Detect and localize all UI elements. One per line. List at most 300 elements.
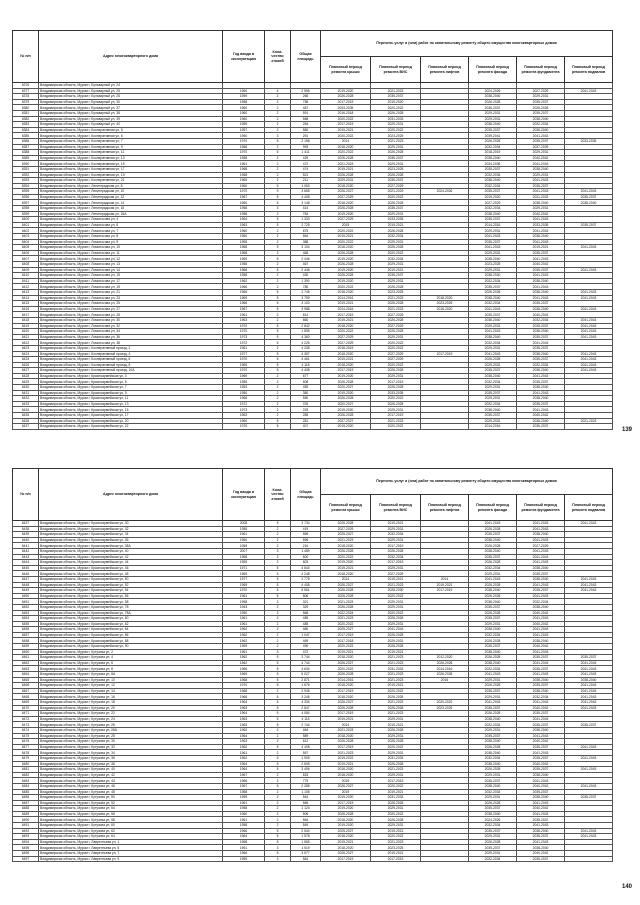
table-cell: 1961 xyxy=(223,161,265,167)
table-cell: 2020-2022 xyxy=(321,133,371,139)
table-cell: 6437 xyxy=(13,521,39,527)
table-cell: 2026-2028 xyxy=(371,401,421,407)
table-cell: 1958 xyxy=(223,250,265,256)
table-cell: 2041-2043 xyxy=(517,660,565,666)
table-cell: 2041-2043 xyxy=(565,688,613,694)
header-floors: Коли- чество этажей xyxy=(265,31,291,83)
table-cell: 2029-2031 xyxy=(371,604,421,610)
address-cell: Владимирская область, Муром г, Ломоносова ул, 10 xyxy=(39,245,223,251)
table-cell: 2041-2043 xyxy=(517,521,565,527)
table-cell: 1969 xyxy=(223,571,265,577)
address-cell: Владимирская область, Муром г, Красноармейская ул, 22 xyxy=(39,424,223,430)
table-cell: 2038-2040 xyxy=(469,537,517,543)
table-cell: 2026-2028 xyxy=(321,396,371,402)
table-cell: 2041-2043 xyxy=(517,800,565,806)
table-cell: 2041-2043 xyxy=(517,632,565,638)
address-cell: Владимирская область, Муром г, Красноармейская ул, 58 xyxy=(39,599,223,605)
table-cell: 2041-2043 xyxy=(565,362,613,368)
table-cell: 2038-2040 xyxy=(517,845,565,851)
table-cell: 2017-2019 xyxy=(321,744,371,750)
table-cell: 2041-2043 xyxy=(517,627,565,633)
table-cell: 2019-2021 xyxy=(371,828,421,834)
address-cell: Владимирская область, Муром г, Красноармейская ул, 20 xyxy=(39,418,223,424)
address-cell: Владимирская область, Муром г, Ломоносова ул, 4 xyxy=(39,217,223,223)
table-cell: 5 xyxy=(265,744,291,750)
table-cell: 2027-2027 xyxy=(321,418,371,424)
header-year: Год ввода в эксплуатацию xyxy=(223,31,265,83)
register-page-2 xyxy=(12,468,612,862)
address-cell: Владимирская область, Муром г, Бульварный ул, 24 xyxy=(39,83,223,89)
address-cell: Владимирская область, Муром г, Красноармейская ул, 78 xyxy=(39,604,223,610)
table-cell: 2032-2034 xyxy=(517,122,565,128)
table-cell: 2038-2040 xyxy=(517,565,565,571)
table-cell: 580 xyxy=(291,127,321,133)
table-cell: 6492 xyxy=(13,828,39,834)
table-cell: 2018-2020 xyxy=(321,289,371,295)
table-cell: 1968 xyxy=(223,396,265,402)
table-cell: 1964 xyxy=(223,733,265,739)
address-cell: Владимирская область, Муром г, Кутузова ул, 18 xyxy=(39,700,223,706)
table-cell: 1977 xyxy=(223,576,265,582)
table-cell: 2021-2023 xyxy=(371,655,421,661)
address-cell: Владимирская область, Муром г, Кутузова ул, 22 xyxy=(39,711,223,717)
table-cell: 6382 xyxy=(13,116,39,122)
table-cell: 2040-2042 xyxy=(517,262,565,268)
address-cell: Владимирская область, Муром г, Кооперативная ул, 21 xyxy=(39,178,223,184)
table-cell: 2041-2043 xyxy=(517,407,565,413)
table-cell: 2 xyxy=(265,385,291,391)
table-cell: 2 xyxy=(265,250,291,256)
table-cell: 2041-2043 xyxy=(565,521,613,527)
table-cell: 2 xyxy=(265,161,291,167)
table-cell: 2035-2037 xyxy=(517,379,565,385)
table-cell: 6445 xyxy=(13,565,39,571)
table-cell: 6420 xyxy=(13,329,39,335)
table-cell: 6476 xyxy=(13,739,39,745)
table-cell: 1963 xyxy=(223,722,265,728)
table-cell: 2041-2043 xyxy=(517,548,565,554)
table-cell: 2029-2031 xyxy=(469,345,517,351)
table-cell: 2018-2020 xyxy=(321,683,371,689)
table-cell: 2 xyxy=(265,401,291,407)
table-cell: 2040-2042 xyxy=(517,851,565,857)
table-cell: 3 577 xyxy=(291,851,321,857)
table-cell: 1966 xyxy=(223,289,265,295)
table-cell: 2 xyxy=(265,278,291,284)
address-cell: Владимирская область, Муром г, Кутузова ул, 36 xyxy=(39,755,223,761)
table-cell: 2 xyxy=(265,733,291,739)
table-cell: 2034-2036 xyxy=(469,161,517,167)
address-cell: Владимирская область, Муром г, Кутузова ул, 38 xyxy=(39,761,223,767)
table-cell: 1966 xyxy=(223,778,265,784)
table-cell: 2035-2037 xyxy=(469,239,517,245)
table-cell: 1969 xyxy=(223,256,265,262)
address-cell: Владимирская область, Муром г, Красноармейская ул, 46 xyxy=(39,565,223,571)
table-cell: 1964 xyxy=(223,711,265,717)
table-cell: 1966 xyxy=(223,301,265,307)
table-cell: 2026-2028 xyxy=(371,110,421,116)
table-cell: 2032-2034 xyxy=(469,172,517,178)
table-cell: 2040-2042 xyxy=(517,644,565,650)
table-cell: 2020-2022 xyxy=(371,194,421,200)
table-cell: 2035-2037 xyxy=(371,206,421,212)
table-cell: 2020-2022 xyxy=(371,688,421,694)
table-cell: 6477 xyxy=(13,744,39,750)
table-cell: 2025-2027 xyxy=(321,627,371,633)
table-cell: 2 xyxy=(265,621,291,627)
table-cell: 2035-2037 xyxy=(469,217,517,223)
table-cell: 1960 xyxy=(223,228,265,234)
table-cell: 2038-2040 xyxy=(469,739,517,745)
table-cell: 2027-2029 xyxy=(321,217,371,223)
table-cell: 2035-2037 xyxy=(517,666,565,672)
table-cell: 2 xyxy=(265,413,291,419)
table-cell: 2040-2042 xyxy=(517,739,565,745)
table-cell: 2 xyxy=(265,811,291,817)
table-cell: 2035-2037 xyxy=(565,795,613,801)
table-cell: 2035-2037 xyxy=(469,616,517,622)
table-cell: 2 778 xyxy=(291,576,321,582)
table-cell: 2038-2040 xyxy=(469,256,517,262)
table-cell: 2041-2043 xyxy=(517,823,565,829)
table-cell: 6471 xyxy=(13,711,39,717)
table-cell: 2026-2028 xyxy=(469,655,517,661)
address-cell: Владимирская область, Муром г, Красноармейская ул, 90 xyxy=(39,644,223,650)
table-cell: 6446 xyxy=(13,571,39,577)
table-cell: 1966 xyxy=(223,828,265,834)
table-cell: 2038-2040 xyxy=(517,772,565,778)
address-cell: Владимирская область, Муром г, Ломоносова ул, 27 xyxy=(39,306,223,312)
table-cell: 5 xyxy=(265,761,291,767)
table-cell: 2020-2022 xyxy=(321,554,371,560)
table-cell: 6376 xyxy=(13,83,39,89)
table-cell: 2029-2031 xyxy=(469,621,517,627)
address-cell: Владимирская область, Муром г, Ленинградская ул, 14 xyxy=(39,200,223,206)
table-cell: 2018-2019 xyxy=(321,345,371,351)
table-cell: 1965 xyxy=(223,178,265,184)
table-cell: 2041-2043 xyxy=(517,750,565,756)
table-cell: 6401 xyxy=(13,222,39,228)
table-cell xyxy=(565,424,613,430)
table-cell: 5 xyxy=(265,839,291,845)
table-cell: 1958 xyxy=(223,554,265,560)
table-cell: 1970 xyxy=(223,368,265,374)
table-cell: 1964 xyxy=(223,761,265,767)
table-cell: 2032-2034 xyxy=(371,554,421,560)
address-cell: Владимирская область, Муром г, Кутузова ул, 14 xyxy=(39,688,223,694)
table-cell: 2015 xyxy=(321,778,371,784)
table-cell: 4 118 xyxy=(291,362,321,368)
header-vis: Плановый период ремонта ВИС xyxy=(371,57,421,83)
table-row xyxy=(13,424,613,430)
table-cell: 6408 xyxy=(13,262,39,268)
table-cell: 2035-2037 xyxy=(469,390,517,396)
table-cell: 2018-2020 xyxy=(321,733,371,739)
table-cell: 2017-2019 xyxy=(321,800,371,806)
table-cell: 2041-2043 xyxy=(565,588,613,594)
table-cell: 2019-2020 xyxy=(321,407,371,413)
table-cell: 1950 xyxy=(223,133,265,139)
table-cell: 2012-2020 xyxy=(421,655,469,661)
table-cell: 2035-2037 xyxy=(517,767,565,773)
address-cell: Владимирская область, Муром г, Красноармейская ул, 15 xyxy=(39,407,223,413)
page-number: 140 xyxy=(622,884,633,890)
table-cell: 2035-2037 xyxy=(517,401,565,407)
table-cell: 2038-2040 xyxy=(469,407,517,413)
table-cell: 814 xyxy=(291,312,321,318)
table-cell: 544 xyxy=(291,795,321,801)
address-cell: Владимирская область, Муром г, Кутузова ул, 2 xyxy=(39,649,223,655)
table-cell: 2014 xyxy=(321,576,371,582)
table-cell: 2038-2040 xyxy=(469,761,517,767)
address-cell: Владимирская область, Муром г, Кутузова ул, 46 xyxy=(39,783,223,789)
table-cell: 6383 xyxy=(13,122,39,128)
table-cell: 6433 xyxy=(13,401,39,407)
table-cell: 2040-2042 xyxy=(517,705,565,711)
table-cell: 2 xyxy=(265,554,291,560)
table-cell: 376 xyxy=(291,401,321,407)
table-cell: 2038-2040 xyxy=(517,418,565,424)
address-cell: Владимирская область, Муром г, Красноармейская ул, 84 xyxy=(39,627,223,633)
table-cell: 2 945 xyxy=(291,688,321,694)
table-cell: 2038-2040 xyxy=(517,289,565,295)
table-cell: 3 xyxy=(265,856,291,862)
table-cell: 2041-2043 xyxy=(565,834,613,840)
table-cell: 2038-2040 xyxy=(517,677,565,683)
table-cell: 564 xyxy=(291,856,321,862)
table-cell: 1968 xyxy=(223,267,265,273)
table-cell: 2033-2035 xyxy=(517,222,565,228)
table-cell: 2032-2034 xyxy=(469,278,517,284)
address-cell: Владимирская область, Муром г, Лаврентьева ул, 7 xyxy=(39,851,223,857)
table-cell: 2032-2034 xyxy=(469,789,517,795)
address-cell: Владимирская область, Муром г, Красноармейская ул, 36 xyxy=(39,537,223,543)
table-cell: 2029-2031 xyxy=(469,228,517,234)
table-cell: 2 xyxy=(265,407,291,413)
address-cell: Владимирская область, Муром г, Кутузова ул, 20 xyxy=(39,705,223,711)
table-cell: 6458 xyxy=(13,638,39,644)
table-cell: 2 xyxy=(265,317,291,323)
table-cell: 2026-2028 xyxy=(469,526,517,532)
header-num: № п/п xyxy=(13,31,39,83)
table-cell: 1969 xyxy=(223,582,265,588)
table-cell: 2029-2031 xyxy=(517,206,565,212)
table-cell: 2038-2040 xyxy=(517,604,565,610)
table-cell: 2020-2022 xyxy=(371,345,421,351)
table-cell: 6453 xyxy=(13,610,39,616)
table-cell: 2026-2027 xyxy=(321,660,371,666)
table-cell: 4 118 xyxy=(291,716,321,722)
table-cell: 1964 xyxy=(223,767,265,773)
table-cell: 2 xyxy=(265,772,291,778)
table-cell: 2021-2023 xyxy=(321,727,371,733)
table-cell: 6412 xyxy=(13,284,39,290)
table-cell: 2019-2020 xyxy=(371,99,421,105)
address-cell: Владимирская область, Муром г, Красноармейская ул, 42 xyxy=(39,554,223,560)
table-cell: 6494 xyxy=(13,839,39,845)
table-cell: 2032-2034 xyxy=(517,317,565,323)
table-cell: 2032-2034 xyxy=(469,401,517,407)
table-cell: 464 xyxy=(291,727,321,733)
table-cell: 1970 xyxy=(223,323,265,329)
table-cell: 2027-2029 xyxy=(371,183,421,189)
table-cell: 4 408 xyxy=(291,368,321,374)
register-page-1 xyxy=(12,30,612,430)
table-cell: 2041-2043 xyxy=(469,700,517,706)
table-cell: 2035-2037 xyxy=(469,166,517,172)
table-cell: 2026-2028 xyxy=(469,560,517,566)
table-cell: 2018-2020 xyxy=(321,845,371,851)
table-cell: 2025-2027 xyxy=(321,828,371,834)
table-cell: 2020-2022 xyxy=(321,329,371,335)
table-cell: 6438 xyxy=(13,526,39,532)
table-cell: 2041-2043 xyxy=(565,705,613,711)
table-cell: 780 xyxy=(291,284,321,290)
header-roof: Плановый период ремонта крыши xyxy=(321,57,371,83)
table-cell: 2025-2027 xyxy=(321,532,371,538)
table-cell: 2041-2043 xyxy=(469,306,517,312)
table-cell: 2033-2035 xyxy=(321,105,371,111)
table-cell xyxy=(421,856,469,862)
table-cell: 2022-2024 xyxy=(321,610,371,616)
table-cell: 5 xyxy=(265,711,291,717)
table-cell: 2018-2020 xyxy=(321,767,371,773)
table-cell: 6403 xyxy=(13,234,39,240)
table-cell: 2 xyxy=(265,345,291,351)
table-cell: 284 xyxy=(291,122,321,128)
table-cell: 2035-2037 xyxy=(517,789,565,795)
table-cell: 6394 xyxy=(13,183,39,189)
table-cell: 467 xyxy=(291,262,321,268)
table-cell: 2032-2034 xyxy=(371,532,421,538)
table-cell: 6480 xyxy=(13,761,39,767)
table-cell: 2014-2016 xyxy=(321,677,371,683)
table-cell: 5 xyxy=(265,194,291,200)
table-cell: 2029-2031 xyxy=(371,334,421,340)
table-cell: 430 xyxy=(291,273,321,279)
table-cell: 1958 xyxy=(223,155,265,161)
table-cell: 2029-2031 xyxy=(469,727,517,733)
table-cell: 2041-2043 xyxy=(517,582,565,588)
table-cell: 2015 xyxy=(321,222,371,228)
table-cell: 6406 xyxy=(13,250,39,256)
address-cell: Владимирская область, Муром г, Красноармейская ул, 32 xyxy=(39,526,223,532)
table-cell: 2041-2043 xyxy=(565,368,613,374)
table-cell: 2035-2037 xyxy=(469,644,517,650)
table-cell: 5 xyxy=(265,694,291,700)
address-cell: Владимирская область, Муром г, Лаврентьева ул, 9 xyxy=(39,856,223,862)
address-cell: Владимирская область, Муром г, Кооперативная ул, 6 xyxy=(39,133,223,139)
table-cell: 3 xyxy=(265,845,291,851)
table-cell: 2027-2029 xyxy=(321,334,371,340)
table-cell: 480 xyxy=(291,627,321,633)
table-cell: 6468 xyxy=(13,694,39,700)
table-cell: 2 744 xyxy=(291,722,321,728)
address-cell: Владимирская область, Муром г, Кутузова ул, 16 xyxy=(39,694,223,700)
address-cell: Владимирская область, Муром г, Кутузова ул, 30 xyxy=(39,739,223,745)
table-cell: 4 357 xyxy=(291,351,321,357)
table-cell: 1967 xyxy=(223,783,265,789)
table-cell: 2019-2021 xyxy=(517,245,565,251)
table-cell: 1943 xyxy=(223,604,265,610)
table-cell: 1 047 xyxy=(291,632,321,638)
table-cell: 2029-2031 xyxy=(371,122,421,128)
table-cell: 2021-2023 xyxy=(371,767,421,773)
table-cell: 565 xyxy=(291,532,321,538)
table-cell: 2017-2019 xyxy=(371,560,421,566)
table-cell: 2038-2040 xyxy=(469,334,517,340)
table-cell: 378 xyxy=(291,407,321,413)
table-cell: 5 xyxy=(265,722,291,728)
table-cell: 5 xyxy=(265,655,291,661)
table-cell: 2035-2037 xyxy=(517,571,565,577)
header-address: Адрес многоквартирного дома xyxy=(39,469,223,521)
table-cell: 4 334 xyxy=(291,700,321,706)
table-cell: 564 xyxy=(291,817,321,823)
table-cell: 758 xyxy=(291,99,321,105)
table-cell: 2 544 xyxy=(291,828,321,834)
table-cell: 2029-2031 xyxy=(469,396,517,402)
table-cell: 6397 xyxy=(13,200,39,206)
table-cell: 1973 xyxy=(223,334,265,340)
address-cell: Владимирская область, Муром г, Ломоносова ул, 19 xyxy=(39,284,223,290)
table-cell: 2 xyxy=(265,105,291,111)
table-cell: 2026-2028 xyxy=(469,593,517,599)
table-cell: 1958 xyxy=(223,206,265,212)
table-cell: 5 xyxy=(265,677,291,683)
table-cell: 1966 xyxy=(223,284,265,290)
table-cell: 5 xyxy=(265,755,291,761)
table-cell: 2026-2028 xyxy=(371,632,421,638)
table-cell: 2038-2040 xyxy=(517,638,565,644)
table-cell: 2041-2043 xyxy=(565,582,613,588)
table-cell: 2041-2043 xyxy=(517,373,565,379)
table-cell: 2026-2028 xyxy=(321,604,371,610)
table-cell: 2020-2022 xyxy=(321,621,371,627)
table-cell: 2021-2023 xyxy=(371,711,421,717)
address-cell: Владимирская область, Муром г, Красноармейская ул, 5 xyxy=(39,379,223,385)
table-cell: 2 xyxy=(265,806,291,812)
table-cell: 2018-2020 xyxy=(321,694,371,700)
table-cell: 2035-2037 xyxy=(517,588,565,594)
table-cell: 2021-2023 xyxy=(371,306,421,312)
table-cell: 2041-2043 xyxy=(565,306,613,312)
table-cell: 2041-2043 xyxy=(517,616,565,622)
table-cell: 2021-2023 xyxy=(565,418,613,424)
table-cell: 2029-2031 xyxy=(469,772,517,778)
table-cell: 2020-2022 xyxy=(371,610,421,616)
table-cell: 1959 xyxy=(223,543,265,549)
table-cell: 2041-2043 xyxy=(565,351,613,357)
address-cell: Владимирская область, Муром г, Кутузова ул, 52 xyxy=(39,800,223,806)
address-cell: Владимирская область, Муром г, Кооперативная ул, 19 xyxy=(39,172,223,178)
table-cell: 2035-2037 xyxy=(371,273,421,279)
address-cell: Владимирская область, Муром г, Кооперативный проезд, 4 xyxy=(39,351,223,357)
table-cell: 2027-2029 xyxy=(371,351,421,357)
table-cell: 2018-2020 xyxy=(321,183,371,189)
table-cell: 5 xyxy=(265,368,291,374)
address-cell: Владимирская область, Муром г, Красноармейская ул, 38А xyxy=(39,543,223,549)
table-cell: 2041-2043 xyxy=(517,178,565,184)
table-cell: 2032-2034 xyxy=(469,379,517,385)
table-cell: 6423 xyxy=(13,345,39,351)
table-cell: 565 xyxy=(291,800,321,806)
table-cell: 2 xyxy=(265,396,291,402)
table-cell: 2035-2037 xyxy=(517,683,565,689)
table-cell: 2 446 xyxy=(291,256,321,262)
table-cell: 6419 xyxy=(13,323,39,329)
table-cell: 2018-2020 xyxy=(321,817,371,823)
